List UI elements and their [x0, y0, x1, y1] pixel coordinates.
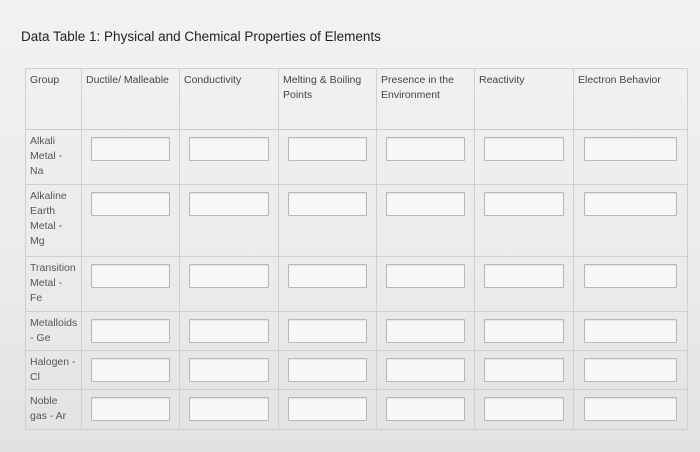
table-row [26, 390, 688, 430]
answer-field[interactable] [584, 397, 676, 421]
cell [82, 390, 180, 430]
row-label-transition-metal: Transition Metal - Fe [26, 257, 82, 312]
answer-field[interactable] [91, 264, 170, 288]
cell [475, 130, 574, 185]
header-conductivity: Conductivity [180, 69, 279, 130]
answer-field[interactable] [386, 137, 465, 161]
cell [82, 312, 180, 351]
cell [279, 312, 377, 351]
cell [475, 257, 574, 312]
answer-field[interactable] [91, 137, 170, 161]
cell [574, 130, 688, 185]
cell [574, 185, 688, 257]
answer-field[interactable] [288, 137, 367, 161]
answer-field[interactable] [288, 192, 367, 216]
row-label-noble-gas: Noble gas - Ar [26, 390, 82, 430]
cell [180, 312, 279, 351]
row-label-halogen: Halogen - Cl [26, 351, 82, 390]
answer-field[interactable] [484, 358, 563, 382]
table-title: Data Table 1: Physical and Chemical Properties of Elements [21, 29, 381, 44]
table-row [26, 257, 688, 312]
cell [279, 185, 377, 257]
cell [377, 312, 475, 351]
answer-field[interactable] [288, 397, 367, 421]
cell [180, 185, 279, 257]
answer-field[interactable] [189, 358, 268, 382]
answer-field[interactable] [91, 397, 170, 421]
cell [82, 185, 180, 257]
cell [82, 257, 180, 312]
cell [279, 257, 377, 312]
cell [377, 185, 475, 257]
cell [180, 390, 279, 430]
cell [574, 312, 688, 351]
cell [475, 312, 574, 351]
cell [377, 130, 475, 185]
answer-field[interactable] [189, 397, 268, 421]
answer-field[interactable] [484, 192, 563, 216]
cell [574, 390, 688, 430]
answer-field[interactable] [584, 264, 676, 288]
header-row [26, 69, 688, 130]
cell [377, 257, 475, 312]
answer-field[interactable] [386, 319, 465, 343]
answer-field[interactable] [386, 358, 465, 382]
header-reactivity: Reactivity [475, 69, 574, 130]
answer-field[interactable] [91, 192, 170, 216]
answer-field[interactable] [386, 397, 465, 421]
answer-field[interactable] [288, 358, 367, 382]
row-label-alkaline-earth-metal: Alkaline Earth Metal - Mg [26, 185, 82, 257]
answer-field[interactable] [484, 137, 563, 161]
table-row [26, 130, 688, 185]
row-label-alkali-metal: Alkali Metal - Na [26, 130, 82, 185]
answer-field[interactable] [386, 192, 465, 216]
table-row [26, 185, 688, 257]
table-row [26, 312, 688, 351]
cell [279, 351, 377, 390]
answer-field[interactable] [386, 264, 465, 288]
header-ductile-malleable: Ductile/ Malleable [82, 69, 180, 130]
cell [377, 390, 475, 430]
cell [574, 351, 688, 390]
answer-field[interactable] [584, 192, 676, 216]
header-electron-behavior: Electron Behavior [574, 69, 688, 130]
header-melting-boiling-points: Melting & Boiling Points [279, 69, 377, 130]
answer-field[interactable] [288, 319, 367, 343]
cell [475, 185, 574, 257]
answer-field[interactable] [288, 264, 367, 288]
answer-field[interactable] [584, 319, 676, 343]
answer-field[interactable] [189, 264, 268, 288]
answer-field[interactable] [484, 319, 563, 343]
cell [279, 130, 377, 185]
cell [180, 351, 279, 390]
cell [377, 351, 475, 390]
answer-field[interactable] [484, 264, 563, 288]
answer-field[interactable] [189, 192, 268, 216]
header-group: Group [26, 69, 82, 130]
answer-field[interactable] [189, 137, 268, 161]
table-row [26, 351, 688, 390]
answer-field[interactable] [484, 397, 563, 421]
cell [475, 390, 574, 430]
cell [574, 257, 688, 312]
answer-field[interactable] [91, 358, 170, 382]
cell [475, 351, 574, 390]
properties-table [25, 68, 688, 430]
answer-field[interactable] [584, 358, 676, 382]
cell [180, 130, 279, 185]
header-presence-in-environment: Presence in the Environment [377, 69, 475, 130]
row-label-metalloids: Metalloids - Ge [26, 312, 82, 351]
answer-field[interactable] [189, 319, 268, 343]
cell [279, 390, 377, 430]
answer-field[interactable] [584, 137, 676, 161]
cell [82, 351, 180, 390]
cell [82, 130, 180, 185]
cell [180, 257, 279, 312]
answer-field[interactable] [91, 319, 170, 343]
